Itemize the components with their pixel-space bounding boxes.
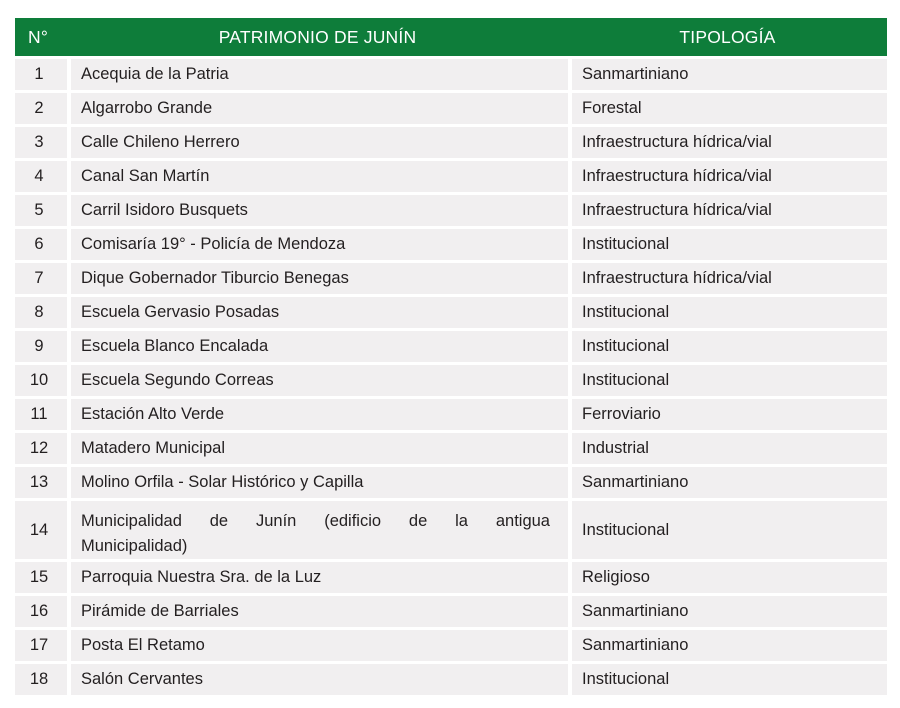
heritage-type: Infraestructura hídrica/vial [572,161,887,192]
heritage-name: Salón Cervantes [71,664,568,695]
heritage-name: Comisaría 19° - Policía de Mendoza [71,229,568,260]
heritage-name: Acequia de la Patria [71,59,568,90]
row-number: 1 [15,59,67,90]
row-number: 5 [15,195,67,226]
heritage-name [71,501,568,559]
table-row [15,59,887,90]
heritage-name: Carril Isidoro Busquets [71,195,568,226]
column-header-number: N° [28,26,49,47]
heritage-name: Matadero Municipal [71,433,568,464]
table-row [15,93,887,124]
table-row [15,664,887,695]
table-row [15,467,887,498]
heritage-type: Sanmartiniano [572,467,887,498]
table-row [15,161,887,192]
table-row [15,331,887,362]
heritage-name: Estación Alto Verde [71,399,568,430]
table-row [15,297,887,328]
heritage-table [15,18,887,698]
heritage-name-line-2: Municipalidad) [81,537,188,556]
table-row [15,562,887,593]
column-header-name: PATRIMONIO DE JUNÍN [218,26,417,47]
row-number: 14 [15,501,67,559]
row-number: 6 [15,229,67,260]
table-row [15,229,887,260]
heritage-name: Escuela Gervasio Posadas [71,297,568,328]
table-body [15,59,887,695]
row-number: 8 [15,297,67,328]
heritage-name: Posta El Retamo [71,630,568,661]
heritage-name: Molino Orfila - Solar Histórico y Capilla [71,467,568,498]
table-row [15,630,887,661]
row-number: 17 [15,630,67,661]
table-row [15,501,887,559]
heritage-name: Escuela Blanco Encalada [71,331,568,362]
heritage-name-line-1: Municipalidad de Junín (edificio de la antigua [81,512,550,530]
table-row [15,596,887,627]
heritage-type: Sanmartiniano [572,630,887,661]
heritage-name: Parroquia Nuestra Sra. de la Luz [71,562,568,593]
heritage-type: Forestal [572,93,887,124]
heritage-name: Pirámide de Barriales [71,596,568,627]
row-number: 4 [15,161,67,192]
heritage-name: Escuela Segundo Correas [71,365,568,396]
row-number: 12 [15,433,67,464]
row-number: 7 [15,263,67,294]
heritage-type: Infraestructura hídrica/vial [572,127,887,158]
row-number: 2 [15,93,67,124]
heritage-type: Ferroviario [572,399,887,430]
heritage-type: Institucional [572,664,887,695]
table-row [15,433,887,464]
row-number: 10 [15,365,67,396]
heritage-type: Sanmartiniano [572,596,887,627]
heritage-type: Religioso [572,562,887,593]
row-number: 18 [15,664,67,695]
heritage-type: Institucional [572,297,887,328]
heritage-name: Calle Chileno Herrero [71,127,568,158]
heritage-type: Sanmartiniano [572,59,887,90]
heritage-type: Industrial [572,433,887,464]
row-number: 16 [15,596,67,627]
table-row [15,263,887,294]
heritage-name: Canal San Martín [71,161,568,192]
row-number: 13 [15,467,67,498]
heritage-name: Dique Gobernador Tiburcio Benegas [71,263,568,294]
table-row [15,195,887,226]
table-row [15,127,887,158]
table-row [15,365,887,396]
heritage-type: Infraestructura hídrica/vial [572,263,887,294]
row-number: 11 [15,399,67,430]
heritage-name: Algarrobo Grande [71,93,568,124]
row-number: 9 [15,331,67,362]
table-header-row [15,18,887,56]
column-header-type: TIPOLOGÍA [679,26,776,47]
row-number: 15 [15,562,67,593]
heritage-type: Institucional [572,365,887,396]
heritage-type: Institucional [572,331,887,362]
heritage-type: Institucional [572,501,887,559]
heritage-type: Infraestructura hídrica/vial [572,195,887,226]
row-number: 3 [15,127,67,158]
table-row [15,399,887,430]
heritage-type: Institucional [572,229,887,260]
